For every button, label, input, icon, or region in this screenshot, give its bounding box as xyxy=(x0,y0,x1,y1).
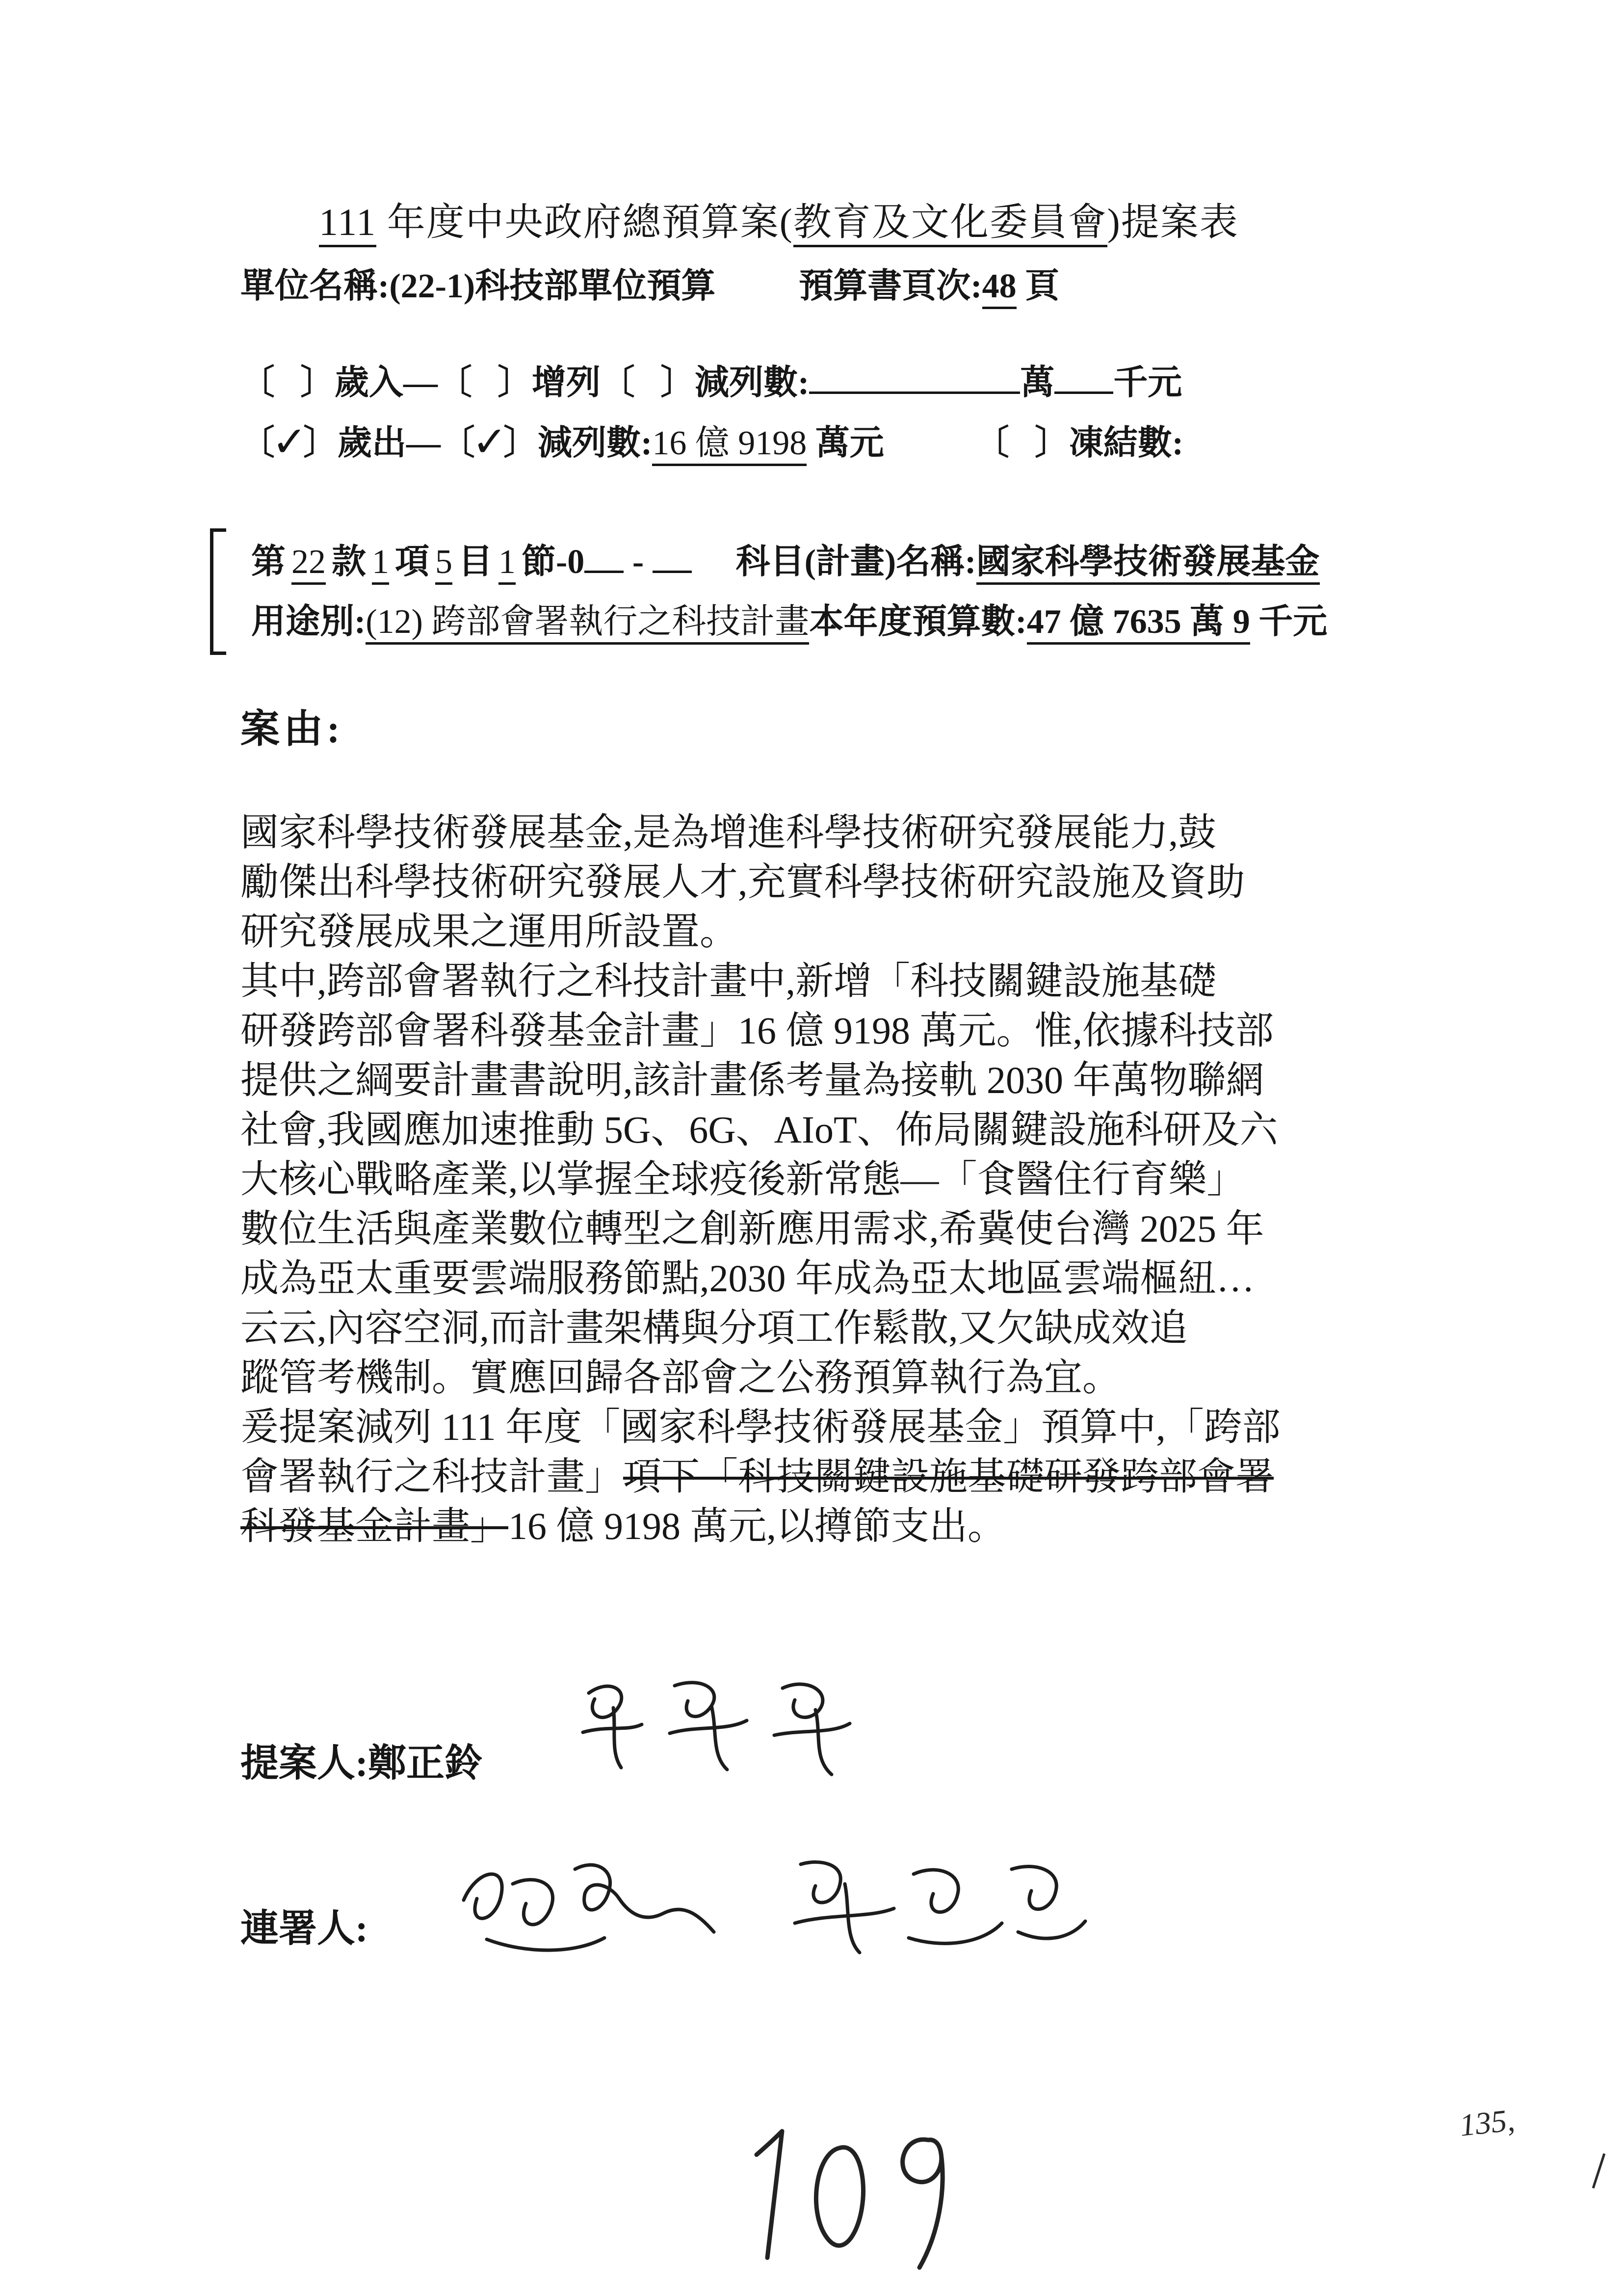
bracket-open: 〔 xyxy=(601,364,635,402)
item-value-2: 1 xyxy=(372,543,389,585)
subject-label: 科目(計畫)名稱: xyxy=(735,543,976,581)
body-text-run: 其中,跨部會署執行之科技計畫中,新增「科技關鍵設施基礎 xyxy=(240,960,1217,1002)
body-text-run: 16 億 9198 萬元,以撙節支出。 xyxy=(508,1505,1006,1547)
body-line xyxy=(240,907,1447,956)
corner-pen-mark xyxy=(1592,2153,1606,2189)
title-suffix: )提案表 xyxy=(1107,201,1239,243)
body-text-run: 研發跨部會署科發基金計畫」16 億 9198 萬元。惟,依據科技部 xyxy=(240,1009,1274,1052)
body-text-run: 云云,內容空洞,而計畫架構與分項工作鬆散,又欠缺成效追 xyxy=(240,1306,1188,1349)
body-line xyxy=(240,1105,1447,1154)
item-value-3: 5 xyxy=(435,543,452,585)
checkbox-cut-expense-checked xyxy=(441,417,538,466)
body-line xyxy=(240,1253,1447,1303)
bracket-open: 〔 xyxy=(438,364,472,402)
body-text-run: 會署執行之科技計畫」 xyxy=(240,1455,624,1498)
case-reason-label: 案由: xyxy=(240,708,344,751)
struck-text: 項下「科技關鍵設施基礎研發跨部會署 xyxy=(623,1455,1274,1498)
item-dash: - xyxy=(632,543,644,581)
freeze-label: 凍結數: xyxy=(1069,424,1184,462)
body-line xyxy=(240,1402,1447,1452)
check-mark: ✓ xyxy=(472,417,508,467)
budget-book-page-label: 預算書頁次: xyxy=(799,267,982,305)
proposer-name: 鄭正鈴 xyxy=(367,1742,483,1784)
budget-item-line xyxy=(251,532,1447,592)
cut-amount-label: 減列數: xyxy=(695,364,810,402)
year-budget-unit: 千元 xyxy=(1258,603,1328,641)
checkbox-expense-checked xyxy=(240,417,338,466)
revenue-row xyxy=(240,359,1447,406)
bracket-close: 〕 xyxy=(300,364,335,402)
budget-book-page xyxy=(799,267,1059,305)
bracket-open: 〔 xyxy=(974,424,1009,462)
bracket-close: 〕 xyxy=(660,364,695,402)
body-text-run: 大核心戰略產業,以掌握全球疫後新常態—「食醫住行育樂」 xyxy=(240,1158,1245,1200)
item-value-4: 1 xyxy=(498,543,516,585)
bracket-open: 〔 xyxy=(240,424,275,462)
body-text-run: 勵傑出科學技術研究發展人才,充實科學技術研究設施及資助 xyxy=(240,861,1245,903)
check-mark: ✓ xyxy=(272,417,308,467)
dash: — xyxy=(406,424,441,462)
struck-text: 科發基金計畫」 xyxy=(240,1505,509,1547)
usage-line xyxy=(251,592,1447,652)
body-line xyxy=(240,1055,1447,1105)
body-line xyxy=(240,857,1447,907)
year-budget-amount: 47 億 7635 萬 9 xyxy=(1027,603,1250,645)
body-line xyxy=(240,1353,1447,1402)
cosigner-signature-2 xyxy=(770,1839,1094,1976)
unit-qian: 千元 xyxy=(1113,364,1182,402)
bracket-close: 〕 xyxy=(503,424,538,462)
case-body xyxy=(240,808,1447,1551)
body-text-run: 社會,我國應加速推動 5G、6G、AIoT、佈局關鍵設施科研及六 xyxy=(240,1108,1278,1151)
body-line xyxy=(240,808,1447,857)
handwritten-page-number xyxy=(702,2114,967,2276)
expense-label: 歲出 xyxy=(338,424,406,462)
title-year: 111 xyxy=(319,201,376,247)
body-line xyxy=(240,956,1447,1006)
body-line xyxy=(240,1204,1447,1253)
unit-name-label: 單位名稱: xyxy=(240,267,390,305)
blank-node-line xyxy=(653,538,692,573)
cosigner-label: 連署人: xyxy=(240,1907,368,1950)
unit-name-value: (22-1)科技部單位預算 xyxy=(389,267,716,305)
cut-amount-unit: 萬元 xyxy=(815,424,884,462)
checkbox-cut-revenue xyxy=(601,361,695,406)
body-line xyxy=(240,1501,1447,1551)
body-text-run: 蹤管考機制。實應回歸各部會之公務預算執行為宜。 xyxy=(240,1356,1121,1399)
cosigner-row xyxy=(240,1898,1447,1953)
proposer-signature xyxy=(564,1659,878,1796)
bracket-open: 〔 xyxy=(441,424,475,462)
cosigner-signature-1 xyxy=(446,1839,741,1976)
budget-book-page-value: 48 xyxy=(982,267,1017,309)
cut-amount-value: 16 億 9198 xyxy=(652,424,807,466)
checkbox-revenue xyxy=(240,361,335,406)
usage-value: (12) 跨部會署執行之科技計畫 xyxy=(366,603,809,645)
body-line xyxy=(240,1006,1447,1055)
proposer-row xyxy=(240,1732,1447,1787)
proposer-label: 提案人: xyxy=(240,1742,368,1784)
checkbox-block xyxy=(240,359,1447,466)
unit-wan: 萬 xyxy=(1020,364,1055,402)
item-label-4: 目 xyxy=(458,543,493,581)
budget-item-section xyxy=(240,532,1447,652)
expense-row xyxy=(240,417,1447,466)
checkbox-add xyxy=(438,361,532,406)
bracket-close: 〕 xyxy=(1034,424,1069,462)
item-value-1: 22 xyxy=(291,543,326,585)
blank-node-line xyxy=(584,538,624,573)
item-label-5: 節-0 xyxy=(522,543,585,581)
dash: — xyxy=(403,364,438,402)
body-line xyxy=(240,1452,1447,1501)
item-label-3: 項 xyxy=(395,543,429,581)
unit-name-line xyxy=(240,258,1447,308)
blank-thousand-line xyxy=(1054,359,1113,394)
bracket-open: 〔 xyxy=(240,364,275,402)
item-label-2: 款 xyxy=(332,543,366,581)
blank-amount-line xyxy=(809,359,1020,394)
title-mid: 年度中央政府總預算案( xyxy=(376,201,793,243)
body-line xyxy=(240,1303,1447,1353)
bracket-close: 〕 xyxy=(498,364,532,402)
body-line xyxy=(240,1154,1447,1204)
revenue-label: 歲入 xyxy=(335,364,403,402)
subject-value: 國家科學技術發展基金 xyxy=(976,543,1320,585)
freeze-group xyxy=(975,424,1183,462)
body-text-run: 研究發展成果之運用所設置。 xyxy=(240,910,738,953)
bracket-close: 〕 xyxy=(303,424,338,462)
body-text-run: 提供之綱要計畫書說明,該計畫係考量為接軌 2030 年萬物聯網 xyxy=(240,1059,1264,1101)
body-text-run: 成為亞太重要雲端服務節點,2030 年成為亞太地區雲端樞紐… xyxy=(240,1257,1255,1300)
body-text-run: 爰提案減列 111 年度「國家科學技術發展基金」預算中,「跨部 xyxy=(240,1406,1281,1448)
body-text-run: 數位生活與產業數位轉型之創新應用需求,希冀使台灣 2025 年 xyxy=(240,1207,1264,1250)
budget-book-page-unit: 頁 xyxy=(1025,267,1060,305)
left-bracket xyxy=(210,528,226,655)
usage-label: 用途別: xyxy=(251,603,366,641)
cut-amount-label: 減列數: xyxy=(538,424,653,462)
document-title xyxy=(319,191,1447,246)
checkbox-freeze xyxy=(975,421,1069,466)
add-label: 增列 xyxy=(532,364,601,402)
document-content xyxy=(240,191,1447,1953)
item-label-1: 第 xyxy=(251,543,286,581)
body-text-run: 國家科學技術發展基金,是為增進科學技術研究發展能力,鼓 xyxy=(240,811,1217,854)
year-budget-label: 本年度預算數: xyxy=(809,603,1027,641)
title-committee: 教育及文化委員會 xyxy=(793,201,1107,247)
corner-page-note: 135, xyxy=(1458,2102,1517,2143)
